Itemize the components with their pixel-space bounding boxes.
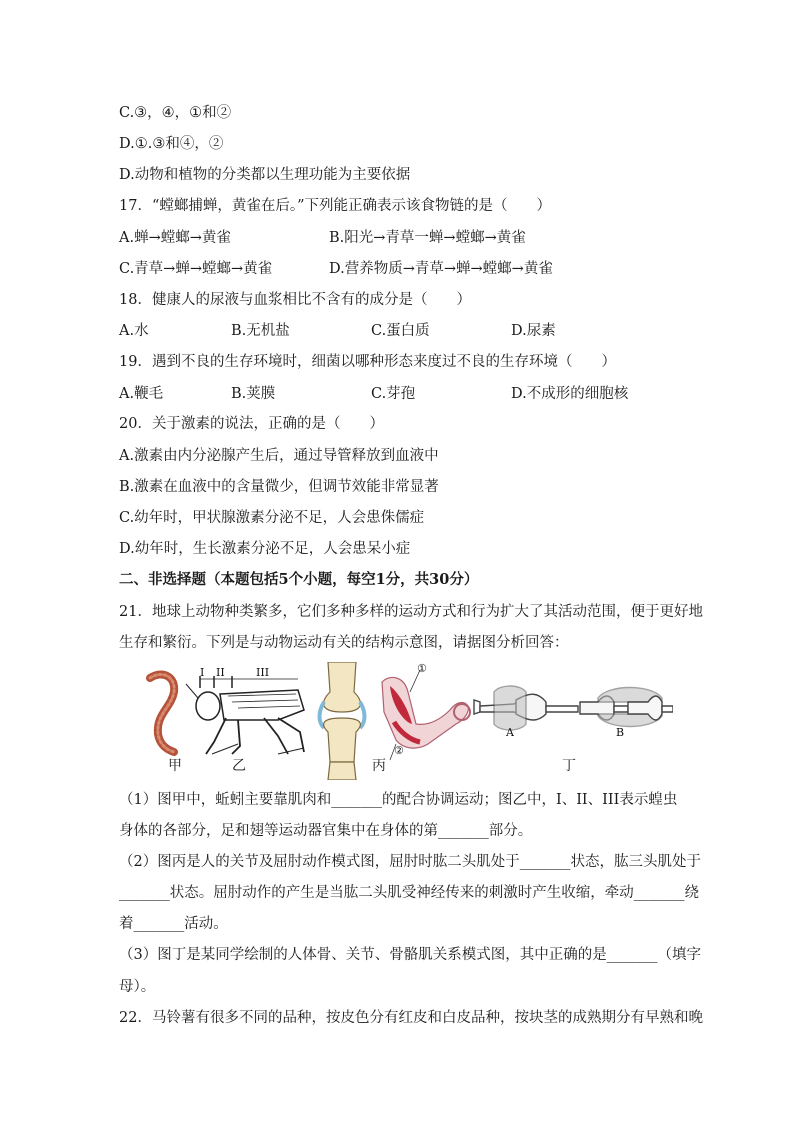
model-label-b: B <box>616 726 625 739</box>
option-d: D.不成形的细胞核 <box>511 386 629 402</box>
motion-structure-figure <box>128 662 673 780</box>
option-d: D.尿素 <box>511 323 556 339</box>
figure-label-yi: 乙 <box>232 758 246 774</box>
segment-label: III <box>256 666 270 679</box>
option-c: C.芽孢 <box>371 386 416 402</box>
section-heading: 二、非选择题（本题包括5个小题，每空1分，共30分） <box>119 571 479 588</box>
sub-question-3-line1: （3）图丁是某同学绘制的人体骨、关节、骨骼肌关系模式图，其中正确的是_______（填字 <box>119 947 701 963</box>
segment-label: II <box>216 666 225 679</box>
option-c: C.蛋白质 <box>371 323 430 339</box>
figure-label-jia: 甲 <box>168 758 182 774</box>
earthworm-drawing <box>150 674 174 752</box>
option-d: D.营养物质→青草→蝉→螳螂→黄雀 <box>329 261 553 277</box>
bone-model-b <box>580 688 673 727</box>
option-b: B.无机盐 <box>231 323 290 339</box>
option-b: B.阳光→青草一蝉→螳螂→黄雀 <box>329 230 526 246</box>
sub-question-2-line3: 着_______活动。 <box>119 916 228 932</box>
segment-label: I <box>200 666 205 679</box>
sub-question-2-line2: _______状态。屈肘动作的产生是当肱二头肌受神经传来的刺激时产生收缩，牵动_______绕 <box>119 885 699 901</box>
bone-model-a <box>474 686 578 730</box>
question-20: 20．关于激素的说法，正确的是（ ） <box>119 416 384 432</box>
joint-drawing <box>320 662 365 780</box>
option-d: D.幼年时，生长激素分泌不足，人会患呆小症 <box>119 541 411 557</box>
question-18: 18．健康人的尿液与血浆相比不含有的成分是（ ） <box>119 292 471 308</box>
option-line: D.动物和植物的分类都以生理功能为主要依据 <box>119 167 411 183</box>
option-c: C.青草→蝉→螳螂→黄雀 <box>119 261 273 277</box>
marker-1: ① <box>417 662 427 675</box>
question-17: 17．“螳螂捕蝉，黄雀在后。”下列能正确表示该食物链的是（ ） <box>119 198 552 214</box>
sub-question-3-line2: 母）。 <box>119 979 156 995</box>
model-label-a: A <box>506 726 514 739</box>
option-a: A.鞭毛 <box>119 386 164 402</box>
sub-question-2-line1: （2）图丙是人的关节及屈肘动作模式图，屈肘时肱二头肌处于_______状态，肱三头肌处于 <box>119 854 701 870</box>
option-line: C.③，④，①和② <box>119 105 232 121</box>
question-19: 19．遇到不良的生存环境时，细菌以哪种形态来度过不良的生存环境（ ） <box>119 354 616 370</box>
figure-label-bing: 丙 <box>372 758 386 774</box>
question-21-line1: 21．地球上动物种类繁多，它们多种多样的运动方式和行为扩大了其活动范围，便于更好地 <box>119 604 703 620</box>
marker-2: ② <box>394 744 404 757</box>
option-b: B.荚膜 <box>231 386 276 402</box>
option-c: C.幼年时，甲状腺激素分泌不足，人会患侏儒症 <box>119 510 425 526</box>
question-22: 22．马铃薯有很多不同的品种，按皮色分有红皮和白皮品种，按块茎的成熟期分有早熟和晚 <box>119 1010 703 1026</box>
figure-label-ding: 丁 <box>562 758 576 774</box>
option-a: A.激素由内分泌腺产生后，通过导管释放到血液中 <box>119 448 439 464</box>
option-b: B.激素在血液中的含量微少，但调节效能非常显著 <box>119 479 439 495</box>
sub-question-1-line2: 身体的各部分，足和翅等运动器官集中在身体的第_______部分。 <box>119 823 533 839</box>
sub-question-1-line1: （1）图甲中，蚯蚓主要靠肌肉和_______的配合协调运动；图乙中，I、II、III表示蝗虫 <box>119 792 678 808</box>
option-a: A.水 <box>119 323 149 339</box>
option-a: A.蝉→螳螂→黄雀 <box>119 230 231 246</box>
question-21-line2: 生存和繁衍。下列是与动物运动有关的结构示意图，请据图分析回答： <box>119 635 569 651</box>
option-line: D.①.③和④，② <box>119 136 224 152</box>
grasshopper-drawing <box>186 676 304 754</box>
